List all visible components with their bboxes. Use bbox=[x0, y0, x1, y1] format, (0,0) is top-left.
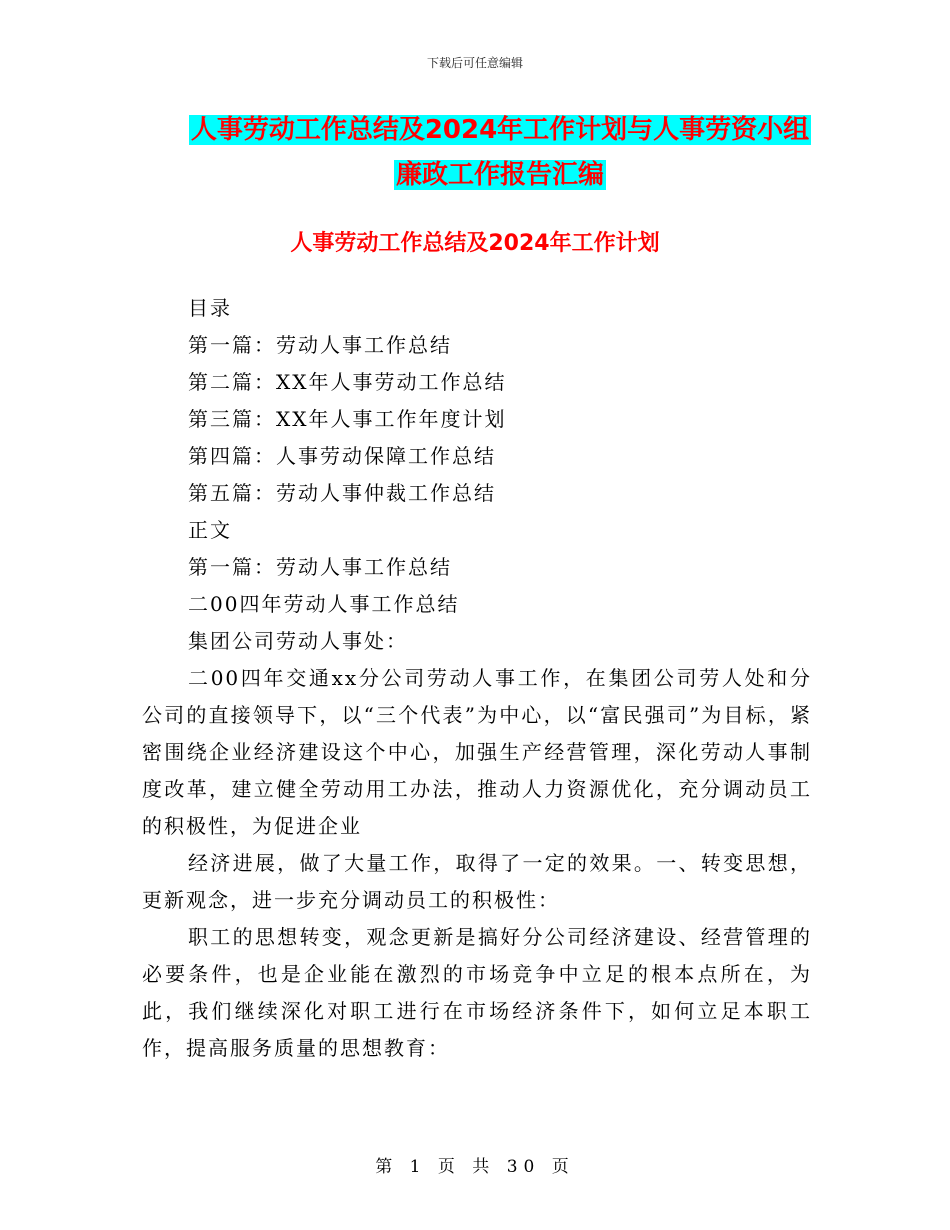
paragraph: 职工的思想转变，观念更新是搞好分公司经济建设、经营管理的必要条件，也是企业能在激烈的市场竞争中立足的根本点所在，为此，我们继续深化对职工进行在市场经济条件下，如何立足本职工作，提高服务质量的思想教育： bbox=[142, 925, 812, 1060]
toc-item: 第五篇：劳动人事仲裁工作总结 bbox=[188, 481, 496, 505]
paragraph: 二00四年交通xx分公司劳动人事工作，在集团公司劳人处和分公司的直接领导下，以“三个代表”为中心，以“富民强司”为目标，紧密围绕企业经济建设这个中心，加强生产经营管理，深化劳动人事制度改革，建立健全劳动用工办法，推动人力资源优化，充分调动员工的积极性，为促进企业 bbox=[142, 666, 812, 838]
toc-item: 第三篇：XX年人事工作年度计划 bbox=[188, 407, 507, 431]
page-footer: 第 1 页 共 30 页 bbox=[375, 1157, 575, 1177]
section-heading: 第一篇：劳动人事工作总结 bbox=[188, 555, 452, 579]
section-subtitle: 人事劳动工作总结及2024年工作计划 bbox=[290, 231, 660, 256]
doc-title-line: 二00四年劳动人事工作总结 bbox=[188, 592, 460, 616]
document-body bbox=[142, 290, 812, 1067]
addressee: 集团公司劳动人事处： bbox=[188, 629, 408, 653]
paragraph: 经济进展，做了大量工作，取得了一定的效果。一、转变思想，更新观念，进一步充分调动员工的积极性： bbox=[142, 851, 812, 912]
toc-item: 第四篇：人事劳动保障工作总结 bbox=[188, 444, 496, 468]
toc-heading: 目录 bbox=[188, 296, 232, 320]
title-line-2: 廉政工作报告汇编 bbox=[395, 160, 604, 190]
header-note: 下载后可任意编辑 bbox=[426, 56, 523, 70]
toc-item: 第一篇：劳动人事工作总结 bbox=[188, 333, 452, 357]
toc-item: 第二篇：XX年人事劳动工作总结 bbox=[188, 370, 507, 394]
title-line-1: 人事劳动工作总结及2024年工作计划与人事劳资小组 bbox=[190, 115, 810, 145]
document-title bbox=[140, 108, 860, 198]
body-heading: 正文 bbox=[188, 518, 232, 542]
